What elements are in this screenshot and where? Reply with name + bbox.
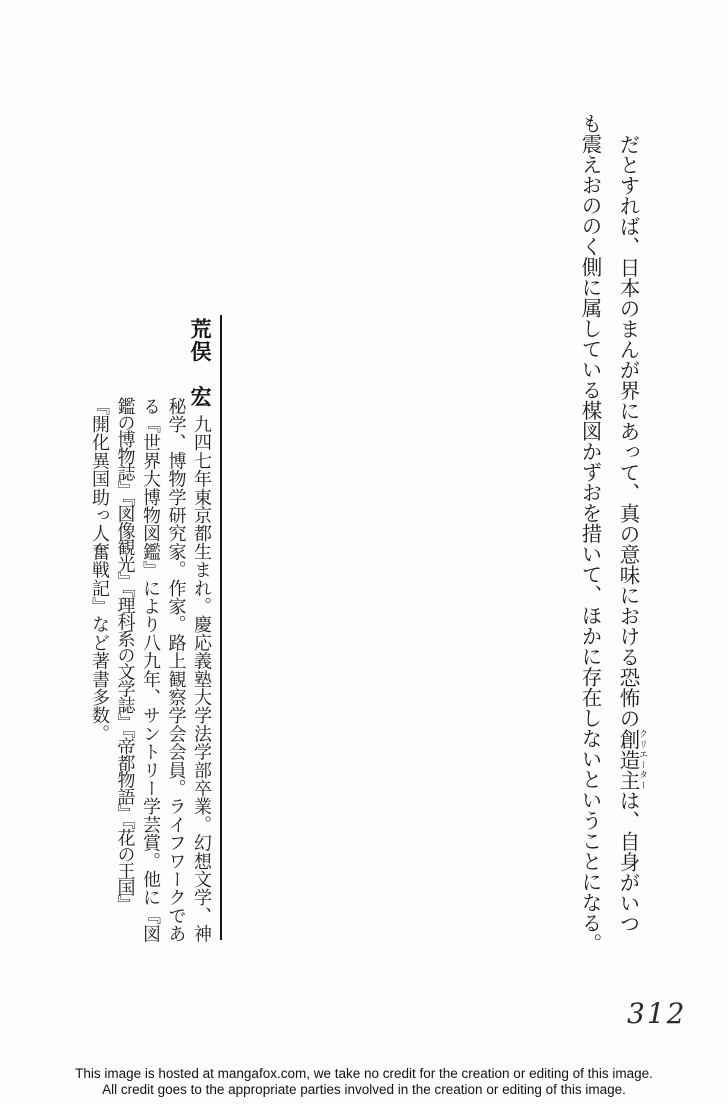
author-divider-line	[220, 315, 222, 940]
ruby-furigana: クリエーター	[638, 728, 648, 790]
author-bio-block	[87, 397, 215, 955]
main-text-segment-pre: だとすれば、日本のまんが界にあって、真の意味における恐怖の	[616, 134, 638, 729]
main-paragraph-line-1	[608, 113, 648, 958]
footer-credit-line-2: All credit goes to the appropriate parties involved in the creation or editing of this image.	[102, 1081, 626, 1097]
bio-line: 秘学、博物学研究家。作家。路上観察学会会員。ライフワークであ	[166, 397, 187, 943]
main-text-segment-post: は、自身がいつ	[616, 790, 638, 934]
ruby-base-text: 創造主	[616, 728, 638, 790]
footer-credit-line-1: This image is hosted at mangafox.com, we take no credit for the creation or editing of this image.	[75, 1066, 653, 1081]
footer-credit	[0, 1066, 728, 1097]
bio-line: 『開化異国助っ人奮戦記』など著書多数。	[90, 397, 110, 743]
main-paragraph-line-2: も震えおののく側に属している楳図かずおを措いて、ほかに存在しないということになる。	[578, 113, 600, 954]
bio-line: る『世界大博物図鑑』により八九年、サントリー学芸賞。他に『図	[141, 397, 161, 943]
author-name: 荒俣 宏	[188, 318, 211, 408]
bio-line: 鑑の博物誌』『図像観光』『理科系の文学誌』『帝都物語』『花の王国』	[115, 397, 136, 913]
ruby-creator	[616, 728, 648, 791]
main-text-block	[570, 113, 648, 958]
bio-line: 一九四七年東京都生まれ。慶応義塾大学法学部卒業。幻想文学、神	[192, 397, 212, 943]
page-number: 312	[627, 997, 687, 1030]
